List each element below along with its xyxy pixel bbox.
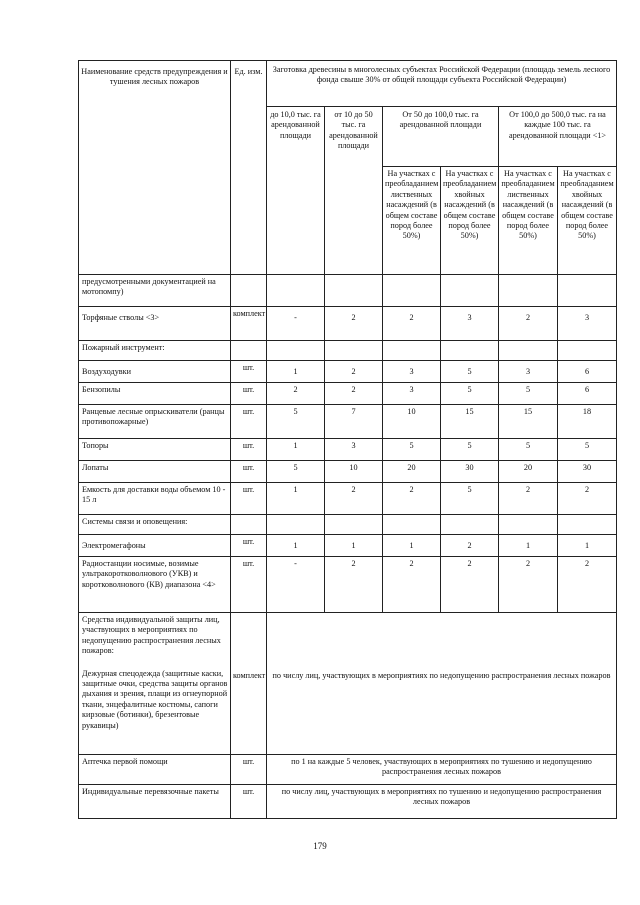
table-row	[79, 461, 617, 483]
row-name: Индивидуальные перевязочные пакеты	[82, 787, 219, 796]
row-span-value: по числу лиц, участвующих в мероприятиях по тушению и недопущению распространения лесных пожаров	[267, 785, 617, 819]
row-value: 5	[499, 383, 558, 405]
row-unit: шт.	[231, 361, 267, 383]
row-value: 3	[383, 361, 441, 383]
row-value	[383, 275, 441, 307]
row-unit: шт.	[231, 755, 267, 785]
row-name: Дежурная спецодежда (защитные каски, защитные очки, средства защиты органов дыхания и зрения, плащи из огнеупорной ткани, энцефалитные костюмы, сапоги кирзовые (ботинки), брезентовые рукавицы)	[82, 668, 228, 730]
row-value: 7	[325, 405, 383, 439]
row-unit: шт.	[231, 383, 267, 405]
row-section-title: Средства индивидуальной защиты лиц, участвующих в мероприятиях по недопущению распространения лесных пожаров:	[82, 615, 221, 656]
row-unit: шт.	[231, 461, 267, 483]
header-sub3a: На участках с преобладанием лиственных насаждений (в общем составе пород более 50%)	[383, 167, 441, 275]
row-value	[267, 515, 325, 535]
row-value: 2	[558, 557, 617, 613]
row-name: Пожарный инструмент:	[79, 341, 231, 361]
row-value	[325, 515, 383, 535]
row-value: 18	[558, 405, 617, 439]
row-value: 6	[558, 383, 617, 405]
row-unit	[231, 341, 267, 361]
row-value: 2	[325, 361, 383, 383]
row-value: 1	[267, 439, 325, 461]
row-value: 1	[267, 483, 325, 515]
row-unit: шт.	[231, 483, 267, 515]
row-span-value: по числу лиц, участвующих в мероприятиях по недопущению распространения лесных пожаров	[267, 613, 617, 755]
row-value: 20	[383, 461, 441, 483]
row-name: Ранцевые лесные опрыскиватели (ранцы противопожарные)	[79, 405, 231, 439]
row-unit	[231, 515, 267, 535]
row-value: 5	[441, 361, 499, 383]
row-name: Электромегафоны	[79, 535, 231, 557]
row-name: Воздуходувки	[79, 361, 231, 383]
row-value: 6	[558, 361, 617, 383]
row-value: 5	[441, 483, 499, 515]
row-value: 1	[267, 361, 325, 383]
row-value: 15	[441, 405, 499, 439]
row-value: 1	[558, 535, 617, 557]
row-value: 3	[499, 361, 558, 383]
row-value	[267, 341, 325, 361]
row-name: Бензопилы	[79, 383, 231, 405]
row-value: 30	[441, 461, 499, 483]
row-value: 1	[383, 535, 441, 557]
row-value: 1	[499, 535, 558, 557]
row-value: 2	[267, 383, 325, 405]
header-sub3: От 50 до 100,0 тыс. га арендованной площади	[383, 107, 499, 167]
row-value: 30	[558, 461, 617, 483]
header-group-title: Заготовка древесины в многолесных субъектах Российской Федерации (площадь земель лесного фонда свыше 30% от общей площади субъекта Российской Федерации)	[267, 61, 617, 107]
header-name: Наименование средств предупреждения и тушения лесных пожаров	[79, 61, 231, 275]
row-value	[441, 341, 499, 361]
row-value	[325, 341, 383, 361]
header-sub4a: На участках с преобладанием лиственных насаждений (в общем составе пород более 50%)	[499, 167, 558, 275]
document-page	[78, 60, 616, 819]
row-name: Аптечка первой помощи	[82, 757, 168, 766]
row-value	[383, 341, 441, 361]
row-value: 5	[267, 405, 325, 439]
row-value: 3	[441, 307, 499, 341]
row-value	[383, 515, 441, 535]
row-name-cell	[79, 755, 231, 785]
table-row	[79, 341, 617, 361]
row-value	[499, 515, 558, 535]
row-value: 5	[441, 383, 499, 405]
row-value: 2	[558, 483, 617, 515]
row-value: 2	[383, 307, 441, 341]
header-sub4b: На участках с преобладанием хвойных насаждений (в общем составе пород более 50%)	[558, 167, 617, 275]
row-value: 15	[499, 405, 558, 439]
row-value: 2	[499, 483, 558, 515]
page-number: 179	[313, 841, 327, 851]
header-sub2: от 10 до 50 тыс. га арендованной площади	[325, 107, 383, 275]
row-value	[441, 275, 499, 307]
row-value	[499, 275, 558, 307]
row-value: 1	[267, 535, 325, 557]
table-row	[79, 361, 617, 383]
row-value: 2	[499, 307, 558, 341]
row-value: 2	[441, 557, 499, 613]
table-row	[79, 535, 617, 557]
row-name: предусмотренными документацией на мотопомпу)	[79, 275, 231, 307]
row-span-value: по 1 на каждые 5 человек, участвующих в мероприятиях по тушению и недопущению распространения лесных пожаров	[267, 755, 617, 785]
header-sub4: От 100,0 до 500,0 тыс. га на каждые 100 тыс. га арендованной площади <1>	[499, 107, 617, 167]
table-row	[79, 405, 617, 439]
row-name: Емкость для доставки воды объемом 10 - 15 л	[79, 483, 231, 515]
row-value: 2	[383, 557, 441, 613]
table-row	[79, 483, 617, 515]
row-value	[558, 341, 617, 361]
row-value: 2	[383, 483, 441, 515]
row-value	[267, 275, 325, 307]
table-row	[79, 439, 617, 461]
header-unit: Ед. изм.	[231, 61, 267, 275]
row-value: 3	[325, 439, 383, 461]
row-value	[441, 515, 499, 535]
row-name: Лопаты	[79, 461, 231, 483]
row-name: Радиостанции носимые, возимые ультракоротковолнового (УКВ) и коротковолнового (КВ) диапазона <4>	[79, 557, 231, 613]
table-row	[79, 785, 617, 819]
table-row	[79, 307, 617, 341]
table-row	[79, 515, 617, 535]
row-name-cell	[79, 785, 231, 819]
row-value: 2	[499, 557, 558, 613]
row-value	[558, 275, 617, 307]
row-value: 5	[383, 439, 441, 461]
table-row	[79, 755, 617, 785]
row-name: Торфяные стволы <3>	[79, 307, 231, 341]
table-row	[79, 383, 617, 405]
row-value: 3	[558, 307, 617, 341]
row-value: 2	[441, 535, 499, 557]
row-unit: комплект	[231, 613, 267, 755]
row-value: -	[267, 307, 325, 341]
row-value: 20	[499, 461, 558, 483]
row-value	[558, 515, 617, 535]
row-unit: шт.	[231, 785, 267, 819]
row-name: Системы связи и оповещения:	[79, 515, 231, 535]
row-value: 2	[325, 483, 383, 515]
table-row	[79, 275, 617, 307]
row-unit: шт.	[231, 535, 267, 557]
row-value: 2	[325, 557, 383, 613]
row-value: 1	[325, 535, 383, 557]
row-value: -	[267, 557, 325, 613]
row-value: 5	[499, 439, 558, 461]
header-sub1: до 10,0 тыс. га арендованной площади	[267, 107, 325, 275]
equipment-table	[78, 60, 617, 819]
row-value: 5	[558, 439, 617, 461]
row-unit: шт.	[231, 557, 267, 613]
row-value: 2	[325, 383, 383, 405]
row-value: 2	[325, 307, 383, 341]
table-row	[79, 557, 617, 613]
row-value: 5	[267, 461, 325, 483]
row-unit: шт.	[231, 405, 267, 439]
row-name: Топоры	[79, 439, 231, 461]
row-name-cell	[79, 613, 231, 755]
row-unit: шт.	[231, 439, 267, 461]
row-value: 5	[441, 439, 499, 461]
row-value: 3	[383, 383, 441, 405]
row-unit: комплект	[231, 307, 267, 341]
row-value	[499, 341, 558, 361]
table-row	[79, 613, 617, 755]
row-unit	[231, 275, 267, 307]
header-sub3b: На участках с преобладанием хвойных насаждений (в общем составе пород более 50%)	[441, 167, 499, 275]
row-value: 10	[325, 461, 383, 483]
row-value: 10	[383, 405, 441, 439]
row-value	[325, 275, 383, 307]
